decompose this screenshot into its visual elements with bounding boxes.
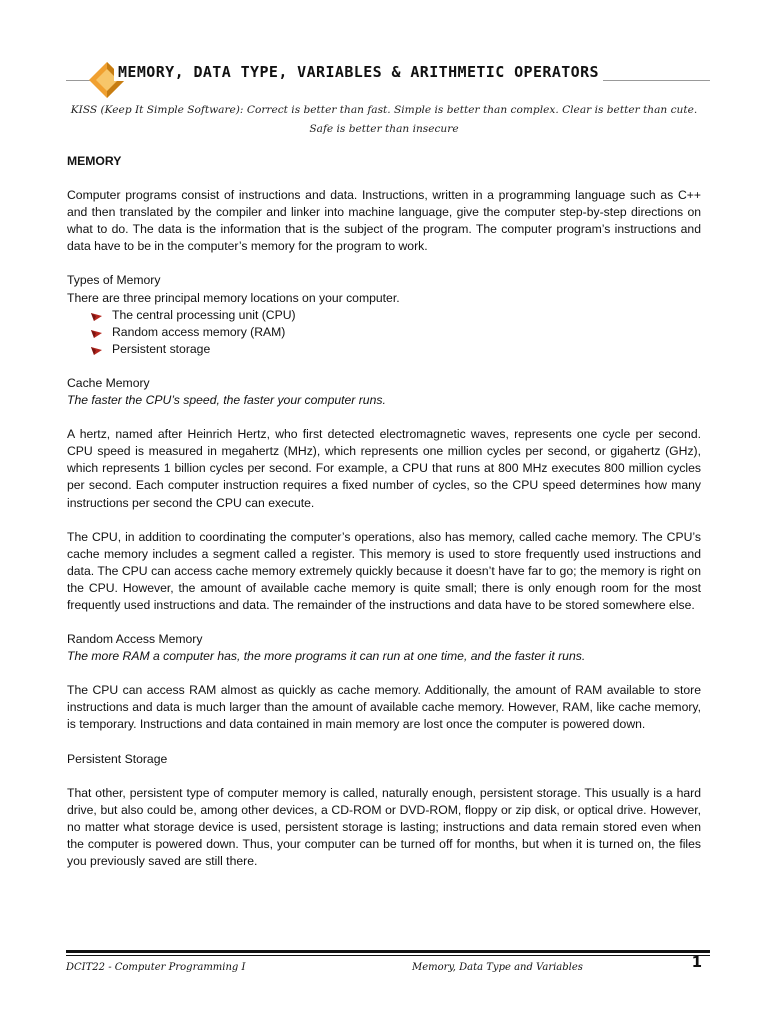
red-arrow-bullet-icon	[91, 311, 102, 321]
page-number: 1	[691, 953, 702, 971]
footer-topic: Memory, Data Type and Variables	[412, 962, 583, 973]
section-heading-memory: MEMORY	[67, 154, 122, 168]
paragraph-cache-2: The CPU, in addition to coordinating the computer’s operations, also has memory, called cache memory. The CPU’s cache memory includes a segment called a register. This memory is used to store frequently used instructions and data. The CPU can access cache memory extremely quickly because it doesn’t have far to go; the memory is right on the CPU. However, the amount of available cache memory is quite small; there is only enough room for the most frequently used instructions and data. The remainder of the instructions and data have to be stored somewhere else.	[67, 529, 701, 612]
cache-tagline: The faster the CPU’s speed, the faster your computer runs.	[67, 393, 386, 408]
memory-types-list	[67, 307, 701, 358]
section-heading-ram: Random Access Memory	[67, 632, 203, 647]
paragraph-ram: The CPU can access RAM almost as quickly as cache memory. Additionally, the amount of RAM available to store instructions and data is much larger than the amount of available cache memory. However, RAM, like cache memory, is temporary. Instructions and data contained in main memory are lost once the computer is powered down.	[67, 683, 701, 732]
list-item-label: The central processing unit (CPU)	[112, 307, 296, 322]
page-footer	[66, 950, 710, 990]
list-item	[89, 324, 701, 341]
document-body	[67, 153, 701, 870]
types-intro: There are three principal memory locations on your computer.	[67, 290, 400, 305]
document-title: MEMORY, DATA TYPE, VARIABLES & ARITHMETIC OPERATORS	[114, 63, 603, 81]
list-item	[89, 307, 701, 324]
ram-tagline: The more RAM a computer has, the more programs it can run at one time, and the faster it runs.	[67, 649, 586, 664]
paragraph-persistent: That other, persistent type of computer memory is called, naturally enough, persistent storage. This usually is a hard drive, but also could be, among other devices, a CD-ROM or DVD-ROM, floppy or zip disk, or optical drive. However, no matter what storage device is used, persistent storage is lasting; instructions and data remain stored even when the computer is powered down. Thus, your computer can be turned off for months, but when it is turned on, the files you previously saved are still there.	[67, 785, 701, 868]
section-heading-cache: Cache Memory	[67, 375, 150, 390]
list-item-label: Persistent storage	[112, 341, 211, 356]
list-item-label: Random access memory (RAM)	[112, 324, 286, 339]
paragraph-cache-1: A hertz, named after Heinrich Hertz, who first detected electromagnetic waves, represents one cycle per second. CPU speed is measured in megahertz (MHz), which represents one million cycles per second, or gigahertz (GHz), which represents 1 billion cycles per second. For example, a CPU that runs at 800 MHz executes 800 million cycles per second. Each computer instruction requires a fixed number of cycles, so the CPU speed determines how many instructions per second the CPU can execute.	[67, 427, 701, 510]
kiss-motto: KISS (Keep It Simple Software): Correct is better than fast. Simple is better than complex. Clear is better than cute. Safe is better than insecure	[70, 104, 698, 135]
footer-course: DCIT22 - Computer Programming I	[66, 962, 246, 973]
footer-rule-thin	[66, 955, 710, 956]
list-item	[89, 341, 701, 358]
red-arrow-bullet-icon	[91, 328, 102, 338]
page-header	[66, 56, 710, 96]
red-arrow-bullet-icon	[91, 345, 102, 355]
section-heading-types: Types of Memory	[67, 273, 161, 288]
section-heading-persistent: Persistent Storage	[67, 751, 168, 766]
paragraph-memory: Computer programs consist of instructions and data. Instructions, written in a programming language such as C++ and then translated by the compiler and linker into machine language, give the computer step-by-step directions on what to do. The data is the information that is the subject of the program. The computer program’s instructions and data have to be in the computer’s memory for the program to work.	[67, 188, 701, 254]
footer-rule-thick	[66, 950, 710, 953]
